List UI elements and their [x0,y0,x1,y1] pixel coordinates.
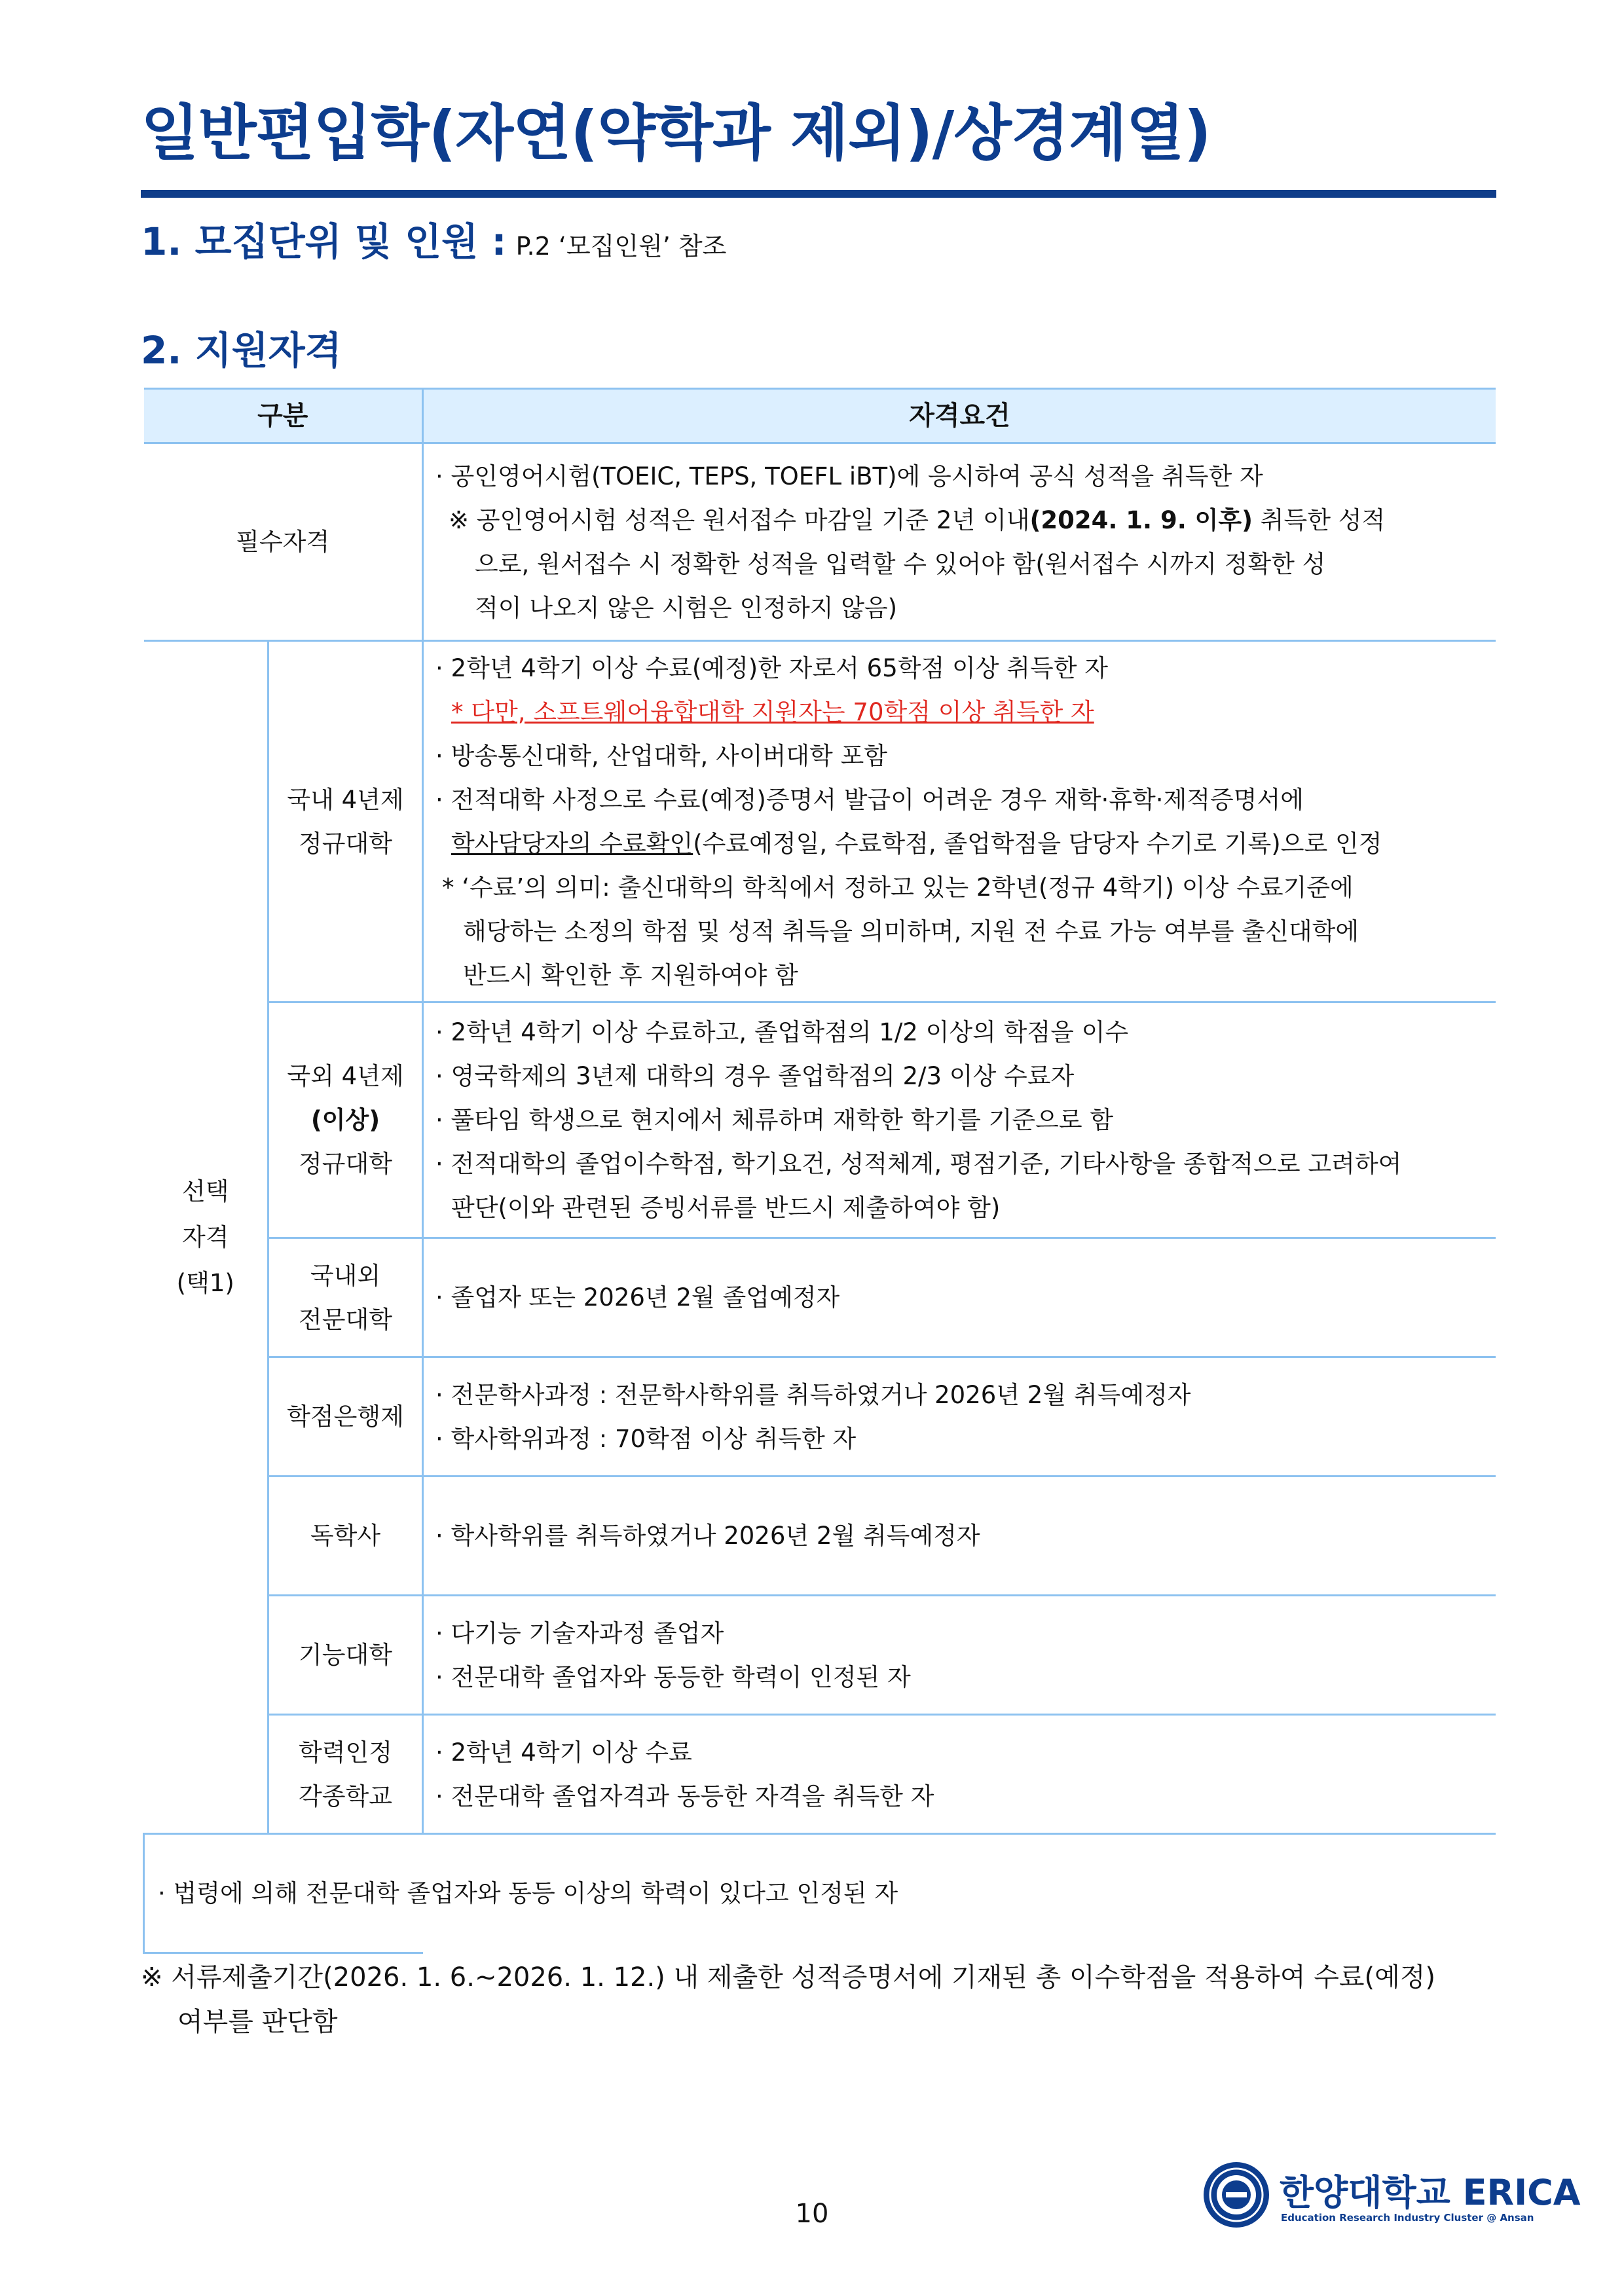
logo-name: 한양대학교 ERICA [1280,2172,1581,2213]
overseas-label-line: (이상) [310,1106,380,1134]
table-row-junior-college [144,1238,1496,1357]
table-row-domestic [144,641,1496,1002]
overseas-label-line: 정규대학 [299,1150,392,1178]
required-content [423,443,1496,641]
misc-school-label [268,1715,423,1834]
misc-school-label-line: 각종학교 [299,1782,392,1810]
list-item: · 전문대학 졸업자와 동등한 학력이 인정된 자 [435,1662,911,1691]
polytech-content [423,1596,1496,1715]
software-college-note: * 다만, 소프트웨어융합대학 지원자는 70학점 이상 취득한 자 [451,697,1094,726]
misc-school-label-line: 학력인정 [299,1738,392,1767]
list-item: · 전문학사과정 : 전문학사학위를 취득하였거나 2026년 2월 취득예정자 [435,1380,1191,1409]
table-row-overseas [144,1002,1496,1238]
list-item: 적이 나오지 않은 시험은 인정하지 않음) [475,593,898,622]
note-text: ※ 공인영어시험 성적은 원서접수 마감일 기준 2년 이내 [449,505,1030,534]
overseas-label [268,1002,423,1238]
list-item: · 2학년 4학기 이상 수료하고, 졸업학점의 1/2 이상의 학점을 이수 [435,1018,1129,1046]
list-item: · 영국학제의 3년제 대학의 경우 졸업학점의 2/3 이상 수료자 [435,1062,1075,1090]
list-item [435,498,1490,542]
list-item: · 풀타임 학생으로 현지에서 체류하며 재학한 학기를 기준으로 함 [435,1106,1114,1134]
list-item: · 2학년 4학기 이상 수료 [435,1738,692,1767]
table-header-row [144,389,1496,443]
table-row-required [144,443,1496,641]
list-item: 판단(이와 관련된 증빙서류를 반드시 제출하여야 함) [451,1194,1001,1222]
self-study-content [423,1477,1496,1596]
footnote-line: 여부를 판단함 [177,2007,338,2037]
misc-school-content [423,1715,1496,1834]
optional-label [144,641,268,1834]
table-row-polytech [144,1596,1496,1715]
list-item: · 방송통신대학, 산업대학, 사이버대학 포함 [435,741,887,770]
table-row-legal [144,1834,1496,1953]
junior-college-content [423,1238,1496,1357]
overseas-label-line: 국외 4년제 [287,1062,404,1090]
self-study-label: 독학사 [268,1477,423,1596]
list-item: · 전문대학 졸업자격과 동등한 자격을 취득한 자 [435,1782,934,1810]
header-requirements: 자격요건 [423,389,1496,443]
section-heading-recruitment-text: 1. 모집단위 및 인원 : [141,219,507,264]
list-item: · 다기능 기술자과정 졸업자 [435,1619,724,1647]
list-item: 으로, 원서접수 시 정확한 성적을 입력할 수 있어야 함(원서접수 시까지 정확한 성 [475,549,1326,578]
credit-bank-label: 학점은행제 [268,1357,423,1477]
university-seal-icon [1202,2161,1270,2229]
overseas-content [423,1002,1496,1238]
logo-subtitle: Education Research Industry Cluster @ Ansan [1281,2212,1534,2224]
section-heading-qualifications: 2. 지원자격 [141,328,342,373]
optional-label-line: 선택 [182,1177,229,1205]
list-item: · 전적대학 사정으로 수료(예정)증명서 발급이 어려운 경우 재학·휴학·제적증명서에 [435,785,1304,814]
junior-college-label-line: 국내외 [310,1261,381,1290]
list-item-text: (수료예정일, 수료학점, 졸업학점을 담당자 수기로 기록)으로 인정 [693,829,1382,858]
domestic-label-line: 정규대학 [299,829,392,858]
footnote [141,1955,1435,2044]
junior-college-label-line: 전문대학 [299,1305,392,1334]
title-rule [141,190,1496,198]
list-item: · 학사학위를 취득하였거나 2026년 2월 취득예정자 [435,1522,980,1550]
list-item: * ‘수료’의 의미: 출신대학의 학칙에서 정하고 있는 2학년(정규 4학기) 이상 수료기준에 [442,873,1354,902]
qualification-table [143,388,1496,1954]
completion-confirm-text: 학사담당자의 수료확인 [451,829,693,858]
page-number: 10 [795,2199,829,2229]
list-item [435,822,1490,866]
list-item: · 졸업자 또는 2026년 2월 졸업예정자 [435,1283,840,1312]
table-row-credit-bank [144,1357,1496,1477]
list-item: · 2학년 4학기 이상 수료(예정)한 자로서 65학점 이상 취득한 자 [435,653,1108,682]
table-row-misc-school [144,1715,1496,1834]
note-text: 취득한 성적 [1253,505,1386,534]
table-row-self-study [144,1477,1496,1596]
recruitment-reference: P.2 ‘모집인원’ 참조 [515,232,727,261]
domestic-content [423,641,1496,1002]
domestic-label [268,641,423,1002]
list-item: 해당하는 소정의 학점 및 성적 취득을 의미하며, 지원 전 수료 가능 여부를 출신대학에 [463,917,1359,946]
required-label: 필수자격 [144,443,423,641]
polytech-label: 기능대학 [268,1596,423,1715]
footnote-line: ※ 서류제출기간(2026. 1. 6.~2026. 1. 12.) 내 제출한 성적증명서에 기재된 총 이수학점을 적용하여 수료(예정) [141,1962,1435,1992]
section-heading-recruitment [141,211,726,266]
optional-label-line: (택1) [176,1268,234,1297]
note-date: (2024. 1. 9. 이후) [1029,505,1253,534]
list-item: · 학사학위과정 : 70학점 이상 취득한 자 [435,1424,857,1453]
list-item: · 공인영어시험(TOEIC, TEPS, TOEFL iBT)에 응시하여 공식 성적을 취득한 자 [435,462,1263,490]
credit-bank-content [423,1357,1496,1477]
optional-label-line: 자격 [182,1222,229,1251]
university-logo [1202,2161,1581,2233]
list-item: · 법령에 의해 전문대학 졸업자와 동등 이상의 학력이 있다고 인정된 자 [158,1879,898,1907]
list-item: · 전적대학의 졸업이수학점, 학기요건, 성적체계, 평점기준, 기타사항을 종합적으로 고려하여 [435,1150,1402,1178]
list-item: 반드시 확인한 후 지원하여야 함 [463,961,798,989]
legal-content [144,1834,898,1953]
domestic-label-line: 국내 4년제 [287,785,404,814]
junior-college-label [268,1238,423,1357]
page-title: 일반편입학(자연(약학과 제외)/상경계열) [141,98,1211,168]
header-category: 구분 [144,389,423,443]
